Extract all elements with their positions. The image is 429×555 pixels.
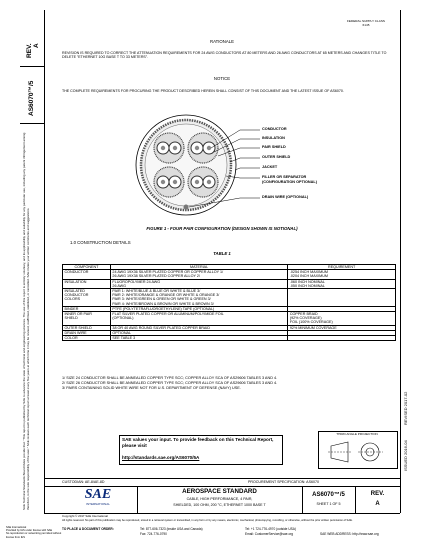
left-rev-value: A: [33, 43, 40, 48]
callout-conductor: CONDUCTOR: [262, 127, 287, 131]
issued-date: ISSUED 2016-04: [403, 440, 408, 471]
title-rev-value: A: [375, 501, 380, 507]
pair-top-right: [188, 133, 218, 163]
procurement-spec: PROCUREMENT SPECIFICATION: AS6070: [248, 480, 319, 484]
projection-symbol: [328, 440, 388, 464]
cell-requirement: 92% MINIMUM COVERAGE: [288, 325, 396, 330]
revised-date: REVISED 2017-02: [403, 391, 408, 425]
federal-supply-class-value: 6145: [362, 22, 370, 27]
left-strip-divider-1: [20, 66, 44, 67]
cell-material: 38 OR 40 AWG ROUND SILVER PLATED COPPER BRAID: [110, 325, 287, 330]
standard-type: AEROSPACE STANDARD: [182, 488, 257, 495]
rationale-title: RATIONALE: [209, 39, 235, 44]
col-header-requirement: REQUIREMENT: [288, 265, 396, 270]
footnote-2: 2/ SIZE 26 CONDUCTOR SHALL BE ANNEALED COPPER TYPE SCC; COPPER ALLOY SCA OF AS29606 TABLES 3 AND 4.: [62, 381, 278, 385]
cell-component: INSULATION: [63, 279, 111, 288]
pair-bottom-right: [188, 167, 218, 197]
cell-requirement: .0254 INCH MAXIMUM .0204 INCH MAXIMUM: [288, 270, 396, 279]
footer-left: [6, 526, 62, 539]
cell-component: INNER OR PAIR SHIELD: [63, 312, 111, 326]
cell-material: FLUOROPOLYMER 24 AWG 26 AWG: [110, 279, 287, 288]
pair-top-left: [154, 133, 184, 163]
cell-material: FLAT SILVER PLATED COPPER OR ALUMINUM/POLYIMIDE FOIL (OPTIONAL): [110, 312, 287, 326]
federal-supply-class-label: FEDERAL SUPPLY CLASS: [347, 19, 385, 23]
title-rev-label: REV.: [370, 491, 385, 497]
cell-material: OPTIONAL: [110, 330, 287, 335]
table-row: [63, 279, 396, 288]
table-row: [63, 336, 396, 341]
callout-drain-wire: DRAIN WIRE (OPTIONAL): [262, 195, 309, 199]
title-block-divider-doc: [302, 486, 303, 513]
cell-component: BINDER: [63, 306, 111, 311]
footer-tel: Tel: 877-606-7323 (inside USA and Canada): [140, 527, 203, 531]
table-row: [63, 289, 396, 307]
col-header-material: MATERIAL: [110, 265, 287, 270]
sae-logo-mark: SAE: [84, 487, 112, 502]
left-legal-text: SAE Technical Standards Board Rules provide that: "This report is published by SAE to advance the state of technical and engineering sciences. The use of this report is entirely voluntary, and its applicability and suitability for any particular use, including any patent infringement arising therefrom, is the sole responsibility of the user." SAE reviews each technical report at least every five years at which time it may be revised, reaffirmed, stabilized, or cancelled. SAE invites your written comments and suggestions.: [22, 132, 31, 510]
figure-caption: FIGURE 1 - FOUR PAIR CONFIGURATION (DESIGN SHOWN IS NOTIONAL): [146, 226, 298, 231]
footer-rights: All rights reserved. No part of this publication may be reproduced, stored in a retrieval system or transmitted, in any form or by any means, electronic, mechanical, photocopying, recording, or otherwise, without the prior written permission of SAE.: [62, 519, 353, 522]
projection-label: THIRD ANGLE PROJECTION: [336, 432, 378, 436]
cell-material: PAIR 1: WHITE/BLUE & BLUE OR WHITE & BLUE 3/ PAIR 2: WHITE/ORANGE & ORANGE OR WHITE & ORANGE 3/ PAIR 3: WHITE/GREEN & GREEN OR WHITE & GREEN 3/ PAIR 4: WHITE/BROWN & BROWN OR WHITE & BROWN 3/: [110, 289, 287, 307]
col-header-component: COMPONENT: [63, 265, 111, 270]
footnote-1: 1/ SIZE 24 CONDUCTOR SHALL BE ANNEALED COPPER TYPE SCC; COPPER ALLOY SCA OF AS29606 TABLES 3 AND 4.: [62, 376, 278, 380]
cell-component: INSULATED CONDUCTOR COLORS: [63, 289, 111, 307]
feedback-text: SAE values your input. To provide feedback on this Technical Report, please visit: [122, 437, 274, 448]
footnote-3: 3/ PAIRS CONTAINING SOLID WHITE WIRE NOT FOR U.S. DEPARTMENT OF DEFENSE (NAVY) USE.: [62, 386, 241, 390]
callout-filler: FILLER OR SEPARATOR: [262, 175, 307, 179]
filler: [145, 124, 227, 206]
cell-requirement: [288, 336, 396, 341]
footer-left-1: SAE International: [6, 526, 27, 529]
footer-to-place: TO PLACE A DOCUMENT ORDER:: [62, 527, 114, 531]
sae-logo-sub: INTERNATIONAL: [86, 502, 110, 506]
section-heading: 1.0 CONSTRUCTION DETAILS: [70, 240, 131, 245]
title-doc-number: AS6070™/5: [312, 492, 345, 498]
pair-bottom-left: [154, 167, 184, 197]
construction-table: [62, 264, 396, 341]
callout-pair-shield: PAIR SHIELD: [262, 145, 286, 149]
left-frame-line: [44, 10, 45, 513]
footer-copyright: Copyright © 2017 SAE International: [62, 514, 108, 518]
title-line-2: SHIELDED, 100 OHM, 200 °C, ETHERNET 1000 BASE T: [173, 503, 266, 507]
cell-material: 24 AWG 19X36 SILVER PLATED COPPER OR COPPER ALLOY 1/ 26 AWG 19X38 SILVER PLATED COPPER ALLOY 2/: [110, 270, 287, 279]
cell-component: COLOR: [63, 336, 111, 341]
custodian: CUSTODIAN: AE-8/AE-8D: [62, 480, 105, 484]
cell-requirement: [288, 289, 396, 307]
callout-filler-note: (CONFIGURATION OPTIONAL): [262, 180, 317, 184]
right-frame-line: [400, 10, 401, 513]
footnotes: [62, 376, 396, 391]
feedback-link[interactable]: http://standards.sae.org/AS6070/5A: [122, 455, 200, 460]
callout-outer-shield: OUTER SHIELD: [262, 155, 291, 159]
title-block-top: [44, 478, 400, 479]
cell-requirement: COPPER BRAID (92% COVERAGE) FOIL (100% COVERAGE): [288, 312, 396, 326]
notice-text: THE COMPLETE REQUIREMENTS FOR PROCURING THE PRODUCT DESCRIBED HEREIN SHALL CONSIST OF THIS DOCUMENT AND THE LATEST ISSUE OF AS6070.: [62, 89, 344, 93]
leader-jacket: [235, 168, 260, 170]
table-title: TABLE 1: [213, 251, 231, 256]
footer-web[interactable]: SAE WEB ADDRESS: http://www.sae.org: [320, 532, 379, 536]
callout-jacket: JACKET: [262, 165, 278, 169]
table-row: [63, 270, 396, 279]
footer-left-3: No reproduction or networking permitted without license from IHS: [6, 532, 62, 539]
left-strip-divider-2: [20, 123, 44, 124]
sheet-number: SHEET 1 OF 5: [316, 502, 341, 506]
notice-title: NOTICE: [213, 76, 231, 81]
callout-insulation: INSULATION: [262, 136, 285, 140]
table-row: [63, 312, 396, 326]
federal-supply-class: [336, 20, 396, 27]
footer-tel2: Tel: +1 724-776-4970 (outside USA): [245, 527, 296, 531]
cell-material: SEE TABLE 3: [110, 336, 287, 341]
left-doc-number: AS6070™/5: [28, 80, 35, 116]
title-line-1: CABLE, HIGH PERFORMANCE, 4 PAIR,: [186, 497, 253, 501]
footer-email: Email: CustomerService@sae.org: [245, 532, 294, 536]
drain-wire: [184, 205, 189, 210]
footer-fax: Fax: 724-776-0790: [140, 532, 167, 536]
cell-material: PTFE (POLYTETRAFLUOROETHYLENE) TAPE (OPTIONAL): [110, 306, 287, 311]
left-rev-label: REV.: [26, 43, 33, 58]
footer-left-2: Provided by IHS under license with SAE: [6, 529, 53, 533]
cell-requirement: .060 INCH NOMINAL .050 INCH NOMINAL: [288, 279, 396, 288]
cell-component: DRAIN WIRE: [63, 330, 111, 335]
sae-logo: [78, 488, 118, 506]
rationale-text: REVISION IS REQUIRED TO CORRECT THE ATTENUATION REQUIREMENTS FOR 24 AWG CONDUCTORS AT 80 METERS AND 26 AWG CONDUCTORS AT 65 METERS AND CHANGES TITLE TO DELETE "ETHERNET 10G BASE T TO 33 METERS".: [62, 51, 387, 60]
cell-component: OUTER SHIELD: [63, 325, 111, 330]
cell-component: CONDUCTOR: [63, 270, 111, 279]
